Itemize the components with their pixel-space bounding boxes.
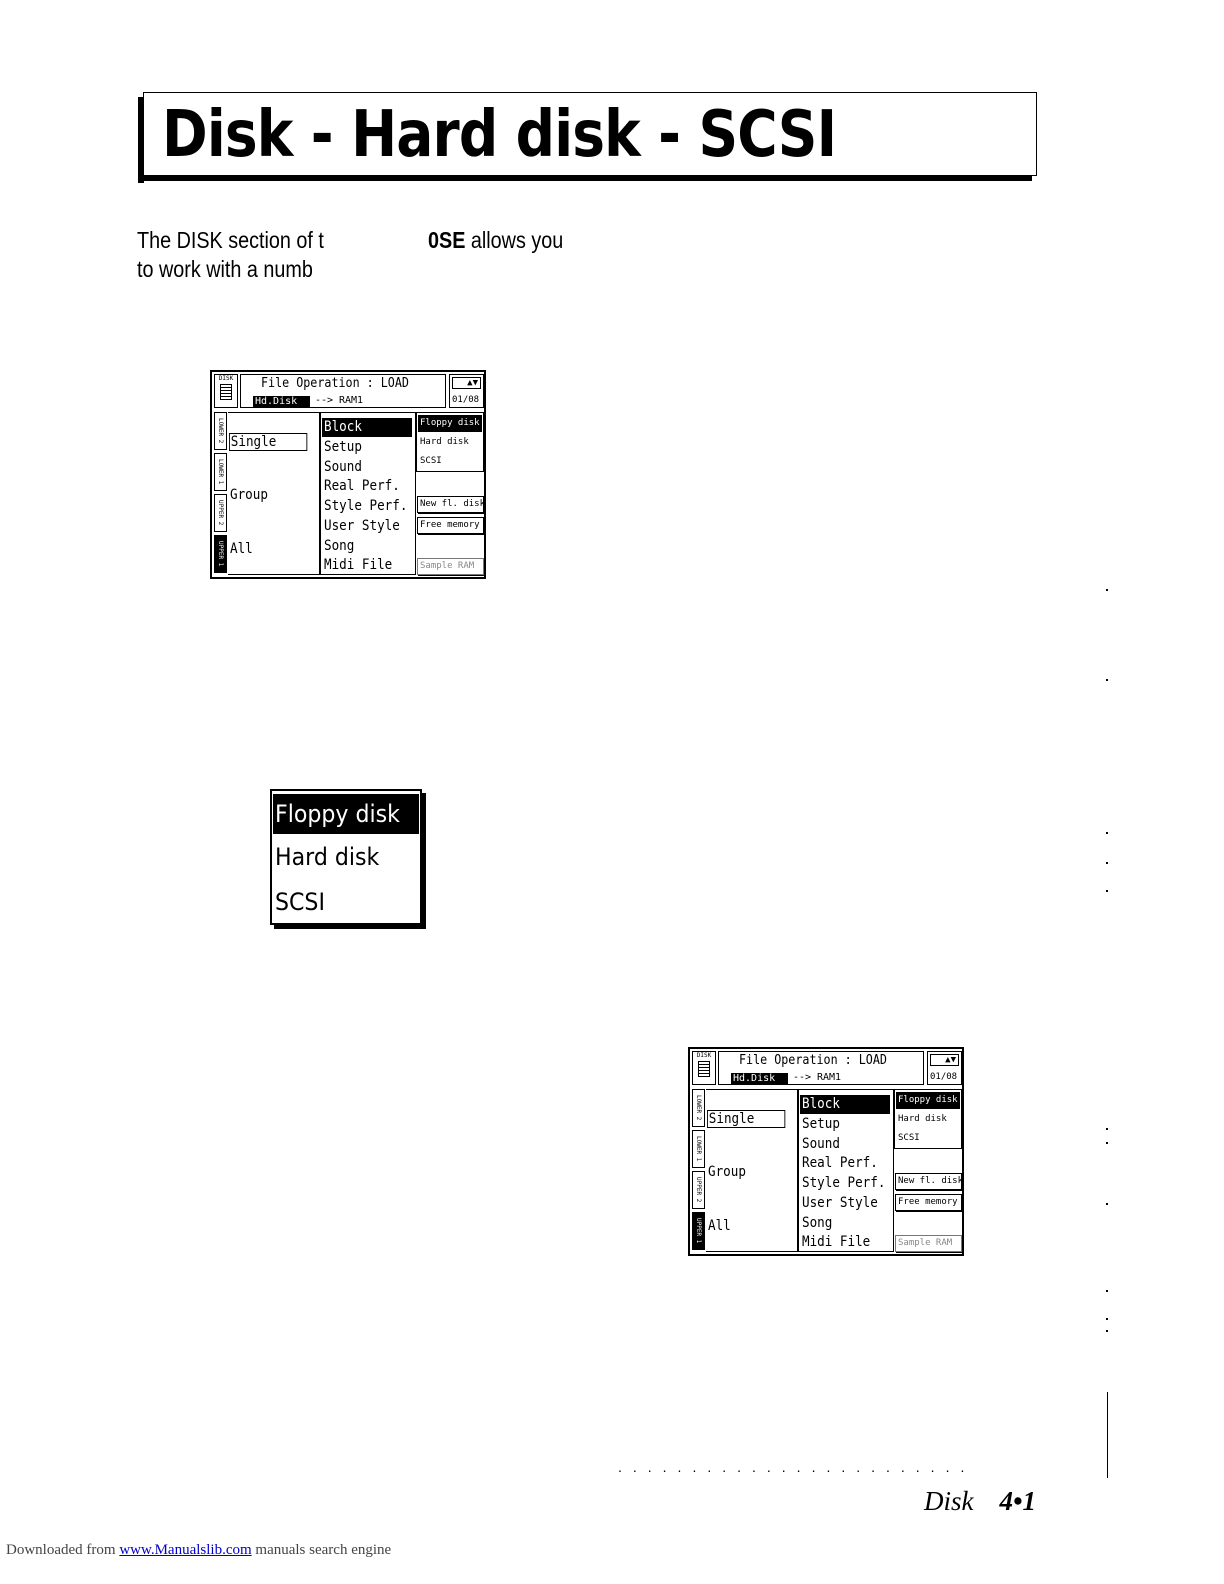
mode-group[interactable]: Group [230,487,268,503]
list-item[interactable]: User Style [324,518,400,534]
list-item[interactable]: Midi File [802,1234,871,1250]
page-scroll-icon[interactable]: ▲▼ [452,377,481,389]
side-tab-upper-2[interactable]: UPPER 2 [214,494,227,532]
source-field[interactable]: Hd.Disk [253,396,310,407]
chapter-page: 4•1 [999,1486,1036,1516]
side-tabs [692,1089,706,1252]
page-number: 01/08 [452,395,480,405]
page-number-footer [924,1486,1036,1517]
side-tab-lower-1[interactable]: LOWER 1 [214,453,227,491]
margin-mark [1106,679,1108,681]
list-item[interactable]: Sound [324,459,362,475]
margin-mark [1106,832,1108,834]
sample-ram-button[interactable]: Sample RAM [895,1235,962,1252]
model-name: 0SE [428,227,466,253]
sample-ram-button[interactable]: Sample RAM [417,558,484,575]
lcd-screen-1 [210,370,486,579]
device-hard-disk[interactable]: Hard disk [898,1114,947,1124]
intro-line-1b [428,226,563,255]
destination-field[interactable]: RAM1 [339,395,364,406]
side-tab-upper-2[interactable]: UPPER 2 [692,1171,705,1209]
download-footer [6,1542,391,1559]
dotted-leader: ........................ [618,1459,976,1475]
mode-column [228,412,320,575]
disk-tab-label: DISK [696,1052,712,1059]
mode-column [706,1089,798,1252]
footer-prefix: Downloaded from [6,1542,120,1558]
device-list [894,1089,962,1149]
free-memory-button[interactable]: Free memory [895,1194,962,1211]
margin-mark [1106,589,1108,591]
list-item[interactable]: Real Perf. [324,478,400,494]
mode-single[interactable]: Single [707,1110,785,1128]
page-scroll-icon[interactable]: ▲▼ [930,1054,959,1066]
device-scsi[interactable]: SCSI [420,456,442,466]
list-item[interactable]: Real Perf. [802,1155,878,1171]
list-item[interactable]: Style Perf. [324,498,408,514]
device-scsi[interactable]: SCSI [898,1133,920,1143]
list-item[interactable]: Style Perf. [802,1175,886,1191]
disk-icon [698,1061,710,1077]
operation-title: File Operation : LOAD [739,1053,887,1068]
new-floppy-button[interactable]: New fl. disk [417,496,484,513]
page-title: Disk - Hard disk - SCSI [162,98,837,172]
intro-line-1c: allows you [465,227,564,253]
side-tab-upper-1[interactable]: UPPER 1 [692,1212,705,1250]
margin-mark [1106,1203,1108,1205]
page-indicator[interactable] [449,374,484,408]
page-number: 01/08 [930,1072,958,1082]
title-box [143,92,1037,176]
margin-mark [1106,1290,1108,1292]
device-floppy[interactable]: Floppy disk [418,415,482,432]
item-list [798,1089,894,1252]
device-floppy[interactable]: Floppy disk [896,1092,960,1109]
list-item[interactable]: Setup [802,1116,840,1132]
margin-mark [1106,1128,1108,1130]
margin-mark [1106,862,1108,864]
intro-line-2: to work with a numb [137,256,313,282]
arrow-label: --> [793,1072,812,1083]
margin-mark [1106,1318,1108,1320]
list-item[interactable]: Block [322,418,412,437]
disk-tab[interactable] [692,1051,716,1085]
chapter-name: Disk [924,1486,974,1516]
manualslib-link[interactable]: www.Manualslib.com [119,1542,252,1558]
zoom-hard-disk[interactable]: Hard disk [275,843,380,871]
source-field[interactable]: Hd.Disk [731,1073,788,1084]
zoom-scsi[interactable]: SCSI [275,888,325,916]
list-item[interactable]: Sound [802,1136,840,1152]
side-tab-lower-2[interactable]: LOWER 2 [214,412,227,450]
intro-line-1a: The DISK section of t [137,227,324,253]
side-tab-lower-1[interactable]: LOWER 1 [692,1130,705,1168]
side-tabs [214,412,228,575]
disk-tab-label: DISK [218,375,234,382]
zoom-floppy-disk[interactable]: Floppy disk [273,794,419,834]
operation-title: File Operation : LOAD [261,376,409,391]
arrow-label: --> [315,395,334,406]
side-tab-upper-1[interactable]: UPPER 1 [214,535,227,573]
margin-mark [1106,1330,1108,1332]
list-item[interactable]: Midi File [324,557,393,573]
mode-all[interactable]: All [230,541,253,557]
disk-tab[interactable] [214,374,238,408]
device-list [416,412,484,472]
list-item[interactable]: Song [802,1215,833,1231]
page-indicator[interactable] [927,1051,962,1085]
device-hard-disk[interactable]: Hard disk [420,437,469,447]
device-menu-zoom [270,789,422,925]
margin-mark [1106,890,1108,892]
mode-group[interactable]: Group [708,1164,746,1180]
mode-single[interactable]: Single [229,433,307,451]
margin-rule [1107,1392,1108,1478]
list-item[interactable]: User Style [802,1195,878,1211]
side-tab-lower-2[interactable]: LOWER 2 [692,1089,705,1127]
new-floppy-button[interactable]: New fl. disk [895,1173,962,1190]
free-memory-button[interactable]: Free memory [417,517,484,534]
mode-all[interactable]: All [708,1218,731,1234]
operation-header [240,374,446,408]
destination-field[interactable]: RAM1 [817,1072,842,1083]
disk-icon [220,384,232,400]
lcd-screen-2 [688,1047,964,1256]
list-item[interactable]: Song [324,538,355,554]
item-list [320,412,416,575]
footer-tagline: manuals search engine [251,1542,392,1558]
list-item[interactable]: Block [800,1095,890,1114]
operation-header [718,1051,924,1085]
list-item[interactable]: Setup [324,439,362,455]
margin-mark [1106,1142,1108,1144]
